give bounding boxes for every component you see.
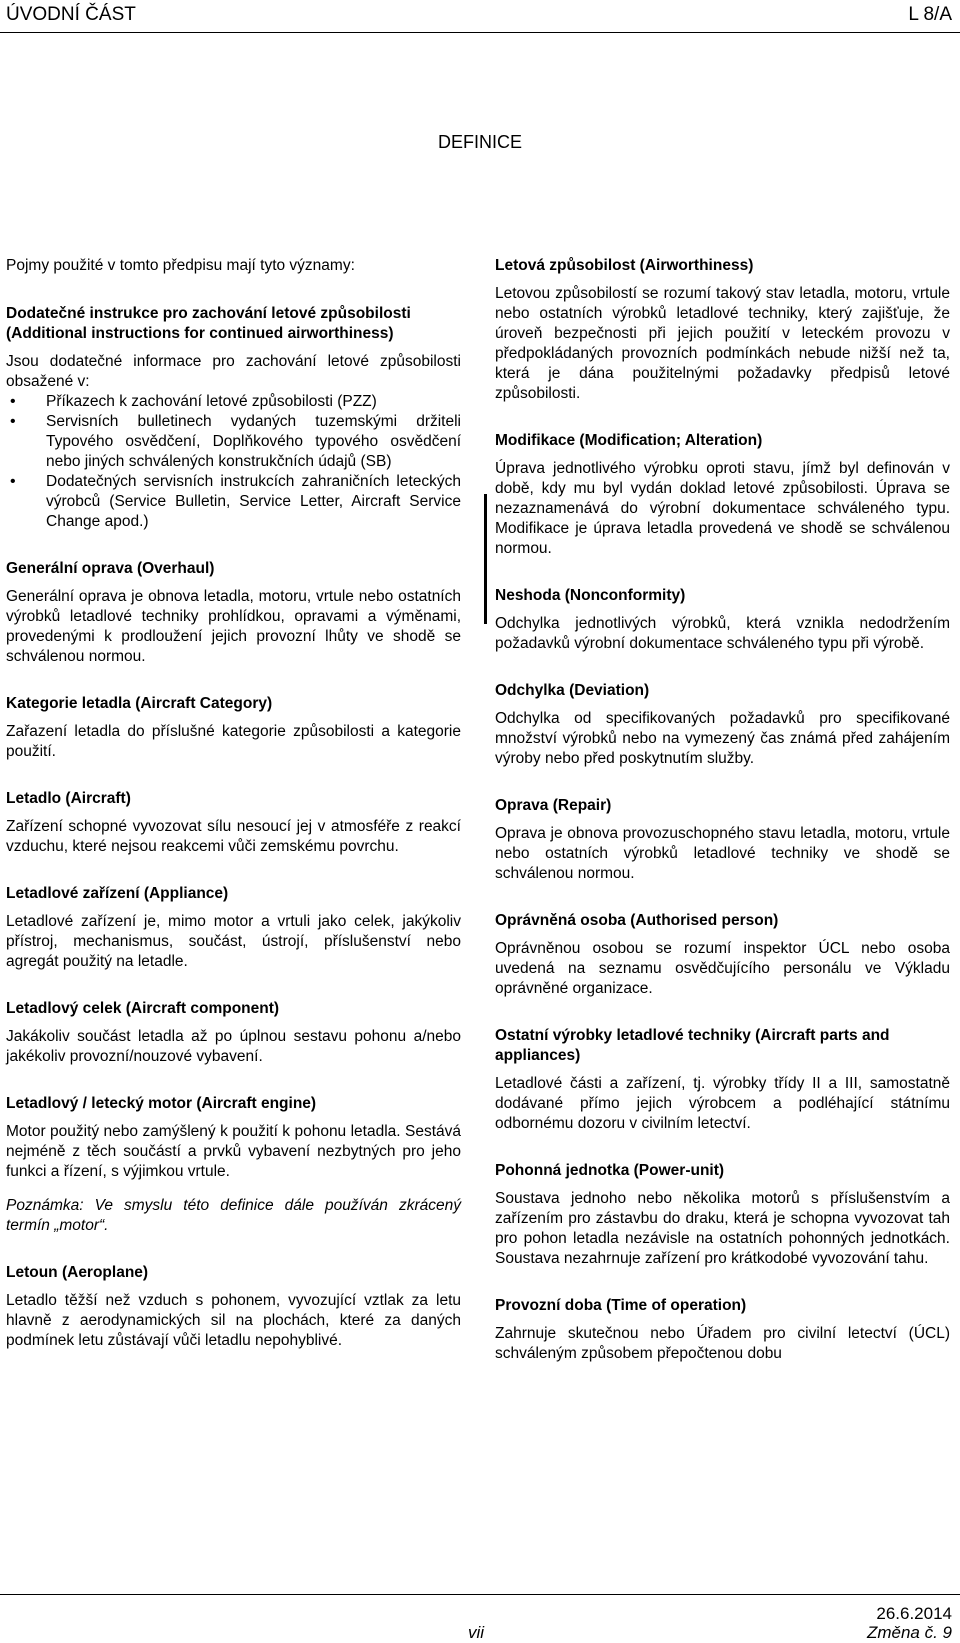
definition-heading: Ostatní výrobky letadlové techniky (Aircraft parts and appliances) bbox=[495, 1027, 890, 1064]
footer-divider bbox=[0, 1594, 960, 1595]
definition-body: Odchylka od specifikovaných požadavků pro specifikované množství výrobků nebo na vymezený čas známá před zahájením výroby nebo před poskytnutím služby. bbox=[495, 710, 950, 767]
definition-body: Jsou dodatečné informace pro zachování letové způsobilosti obsažené v: bbox=[6, 353, 461, 390]
definition-heading: Oprava (Repair) bbox=[495, 797, 612, 814]
definition-body: Letadlové zařízení je, mimo motor a vrtuli jako celek, jakýkoliv přístroj, mechanismus, součást, ústrojí, příslušenství nebo agregát použitý na letadle. bbox=[6, 913, 461, 970]
definition-heading: Letadlové zařízení (Appliance) bbox=[6, 885, 229, 902]
list-item: • Dodatečných servisních instrukcích zahraničních leteckých výrobců (Service Bulletin, Service Letter, Aircraft Service Change apod.) bbox=[6, 472, 461, 532]
definition-body: Zahrnuje skutečnou nebo Úřadem pro civilní letectví (ÚCL) schváleným způsobem přepočtenou dobu bbox=[495, 1325, 950, 1362]
definition-bullet-list bbox=[6, 392, 461, 532]
section-label: ÚVODNÍ ČÁST bbox=[6, 4, 136, 25]
definition-heading: Provozní doba (Time of operation) bbox=[495, 1297, 747, 1314]
amendment-label: Změna č. 9 bbox=[866, 1623, 952, 1642]
left-column bbox=[6, 256, 461, 1378]
definition-heading: Dodatečné instrukce pro zachování letové způsobilosti (Additional instructions for continued airworthiness) bbox=[6, 305, 411, 342]
page-number: vii bbox=[468, 1623, 485, 1642]
definition-body: Oprava je obnova provozuschopného stavu letadla, motoru, vrtule nebo ostatních výrobků letadlové techniky ve shodě se schválenou normou. bbox=[495, 825, 950, 882]
definition-body: Zařazení letadla do příslušné kategorie způsobilosti a kategorie použití. bbox=[6, 723, 461, 760]
definition-body: Soustava jednoho nebo několika motorů s příslušenstvím a zařízením pro zástavbu do draku, která je schopna vyvozovat tah pro pohon letadla nezávisle na ostatních pohonných jednotkách. Soustava nezahrnuje zařízení pro krátkodobé vyvozování tahu. bbox=[495, 1190, 950, 1267]
list-item: • Servisních bulletinech vydaných tuzemskými držiteli Typového osvědčení, Doplňkového typového osvědčení nebo jiných schválených konstrukčních údajů (SB) bbox=[6, 412, 461, 472]
definition-body: Zařízení schopné vyvozovat sílu nesoucí jej v atmosféře z reakcí vzduchu, které nejsou reakcemi vůči zemskému povrchu. bbox=[6, 818, 461, 855]
definition-body: Letovou způsobilostí se rozumí takový stav letadla, motoru, vrtule nebo ostatních výrobků letadlové techniky, který zajišťuje, že úroveň bezpečnosti při jejich použití v leteckém provozu v předpokládaných provozních podmínkách nebude nižší než ta, která je dána použitelnými požadavky předpisů letové způsobilosti. bbox=[495, 285, 950, 402]
regulation-code: L 8/A bbox=[908, 4, 952, 25]
definition-body: Oprávněnou osobou se rozumí inspektor ÚCL nebo osoba uvedená na seznamu osvědčujícího personálu ve Výkladu oprávněné organizace. bbox=[495, 940, 950, 997]
definition-body: Motor použitý nebo zamýšlený k použití k pohonu letadla. Sestává nejméně z těch součástí a prvků vybavení nezbytných pro jeho funkci a řízení, s výjimkou vrtule. bbox=[6, 1123, 461, 1180]
definition-body: Letadlo těžší než vzduch s pohonem, vyvozující vztlak za letu hlavně z aerodynamických sil na plochách, které za daných podmínek letu zůstávají vůči letadlu nepohyblivé. bbox=[6, 1292, 461, 1349]
definition-heading: Oprávněná osoba (Authorised person) bbox=[495, 912, 779, 929]
definition-heading: Generální oprava (Overhaul) bbox=[6, 560, 215, 577]
right-column bbox=[495, 256, 950, 1391]
definition-body: Jakákoliv součást letadla až po úplnou sestavu pohonu a/nebo jakékoliv provozní/nouzové vybavení. bbox=[6, 1028, 461, 1065]
definition-heading: Letadlový / letecký motor (Aircraft engine) bbox=[6, 1095, 317, 1112]
definition-body: Úprava jednotlivého výrobku oproti stavu, jímž byl definován v době, kdy mu byl vydán doklad letové způsobilosti. Úprava se nezaznamenává do výrobní dokumentace schváleného typu. Modifikace je úprava letadla provedená ve shodě se schválenou normou. bbox=[495, 460, 950, 557]
page-title: DEFINICE bbox=[437, 132, 522, 152]
definition-heading: Pohonná jednotka (Power-unit) bbox=[495, 1162, 725, 1179]
definition-note: Poznámka: Ve smyslu této definice dále používán zkrácený termín „motor“. bbox=[6, 1197, 461, 1234]
definition-heading: Modifikace (Modification; Alteration) bbox=[495, 432, 763, 449]
definition-heading: Neshoda (Nonconformity) bbox=[495, 587, 686, 604]
definition-heading: Kategorie letadla (Aircraft Category) bbox=[6, 695, 273, 712]
definition-heading: Letoun (Aeroplane) bbox=[6, 1264, 149, 1281]
intro-text: Pojmy použité v tomto předpisu mají tyto významy: bbox=[6, 257, 355, 274]
definition-heading: Letadlo (Aircraft) bbox=[6, 790, 131, 807]
definition-body: Odchylka jednotlivých výrobků, která vznikla nedodržením požadavků výrobní dokumentace schváleného typu při výrobě. bbox=[495, 615, 950, 652]
definition-heading: Odchylka (Deviation) bbox=[495, 682, 650, 699]
definition-heading: Letadlový celek (Aircraft component) bbox=[6, 1000, 280, 1017]
definition-body: Letadlové části a zařízení, tj. výrobky třídy II a III, samostatně dodávané přímo jejich výrobcem a podléhající státnímu odbornému dozoru v civilním letectví. bbox=[495, 1075, 950, 1132]
definition-heading: Letová způsobilost (Airworthiness) bbox=[495, 257, 754, 274]
footer-date: 26.6.2014 bbox=[876, 1604, 952, 1623]
page-header bbox=[0, 0, 960, 33]
list-item: • Příkazech k zachování letové způsobilosti (PZZ) bbox=[6, 392, 461, 412]
definition-body: Generální oprava je obnova letadla, motoru, vrtule nebo ostatních výrobků letadlové techniky prohlídkou, opravami a výměnami, provedenými k prodloužení jejich provozní lhůty ve shodě se schválenou normou. bbox=[6, 588, 461, 665]
change-bar bbox=[484, 494, 487, 624]
